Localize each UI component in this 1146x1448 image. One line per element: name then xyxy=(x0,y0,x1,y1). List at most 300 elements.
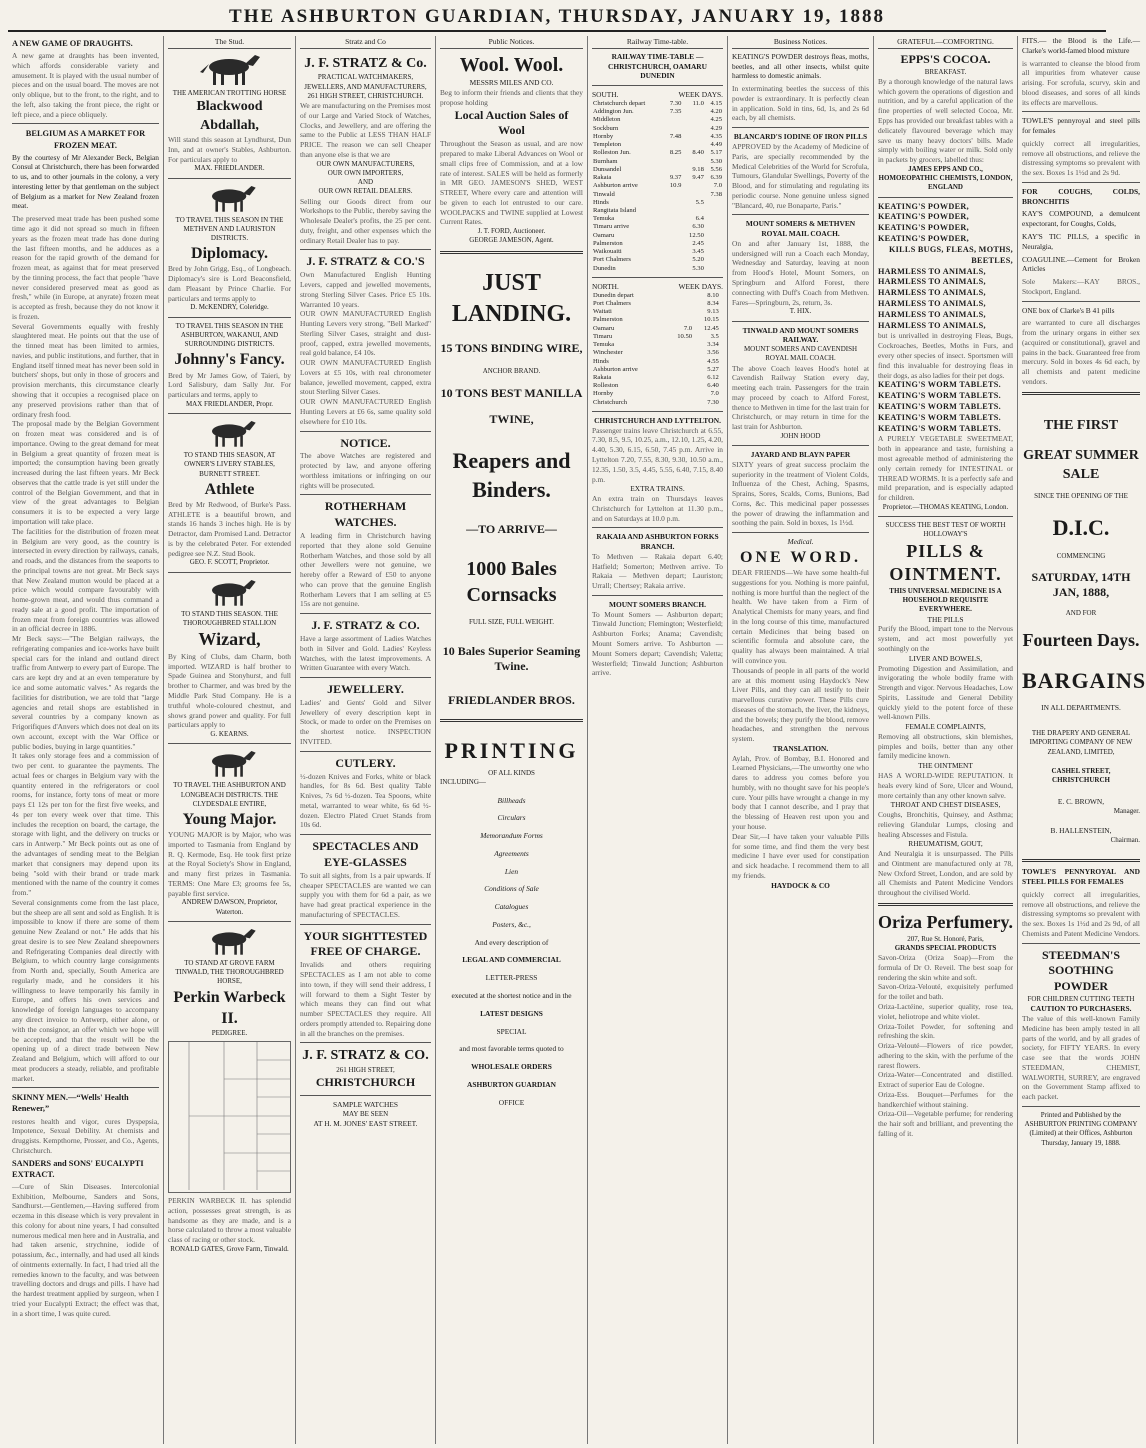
divider xyxy=(440,251,583,254)
timetable-time: 9.37 xyxy=(669,174,682,182)
kills-line: KILLS BUGS, FLEAS, MOTHS, BEETLES, xyxy=(889,244,1013,265)
timetable-station: Christchurch xyxy=(593,398,628,406)
timetable-time xyxy=(682,207,704,215)
timetable-time: 7.0 xyxy=(683,324,693,332)
lyttelton-heading: CHRISTCHURCH AND LYTTELTON. xyxy=(594,415,721,425)
printing-line: OFFICE xyxy=(498,1097,525,1107)
printing-item: Catalogues xyxy=(494,902,529,912)
horse-illustration xyxy=(200,748,260,778)
stud-ad-text: Bred by Mr James Gow, of Taieri, by Lord Salisbury, dam Sally Jnr. For particulars and terms, apply to xyxy=(168,370,291,400)
spectacles-heading: SPECTACLES AND EYE-GLASSES xyxy=(312,839,419,869)
sale-andfor: AND FOR xyxy=(1065,609,1097,618)
harmless-line: HARMLESS TO ANIMALS, xyxy=(878,288,986,298)
timetable-time: 8.10 xyxy=(707,291,719,299)
south-label: SOUTH. xyxy=(592,90,619,100)
oriza-address: 207, Rue St. Honoré, Paris, xyxy=(907,934,984,943)
divider xyxy=(592,277,723,278)
timetable-time xyxy=(720,300,723,308)
timetable-station: Middleton xyxy=(593,116,621,124)
eyesight-heading: YOUR SIGHTTESTED FREE OF CHARGE. xyxy=(303,928,428,959)
blancard-text: APPROVED by the Academy of Medicine of Paris, are specially recommended by the Medical Celebrities of the World for Scrofula, Tumours, Glandular Swellings, Poverty of the Blood, and for stimulating and regulating its periodic course. None genuine unless signed "Blancard, 40, rue Bonaparte, Paris." xyxy=(732,142,869,210)
firm-text: Have a large assortment of Ladies Watches both in Silver and Gold. Ladies' Keyless Watches, with the latest improvements. A Written Guarantee with every Watch. xyxy=(300,634,431,673)
wool-text: Throughout the Season as usual, and are now prepared to make Liberal Advances on Wool or small clips free of Commission, and at a low rate of interest. SALES will be held as formerly in MR GEO. JAMESON'S SHED, WEST STREET, Where every care and attention will be given to each lot entrusted to our care. WOOLPACKS and TWINE supplied at Lowest Current Rates. xyxy=(440,139,583,227)
stud-ad-name: Perkin Warbeck II. xyxy=(173,988,286,1027)
timetable-row xyxy=(592,207,723,215)
ointment-heading: THE OINTMENT xyxy=(918,761,973,771)
timetable-time: 6.40 xyxy=(707,382,719,390)
worm-block xyxy=(878,380,1013,434)
divider xyxy=(300,677,431,678)
pedigree-label: PEDIGREE. xyxy=(211,1028,248,1037)
divider xyxy=(300,613,431,614)
timetable-time xyxy=(720,292,723,300)
timetable-time xyxy=(682,191,704,199)
timetable-time xyxy=(705,232,723,240)
keatings-line: KEATING'S POWDER, xyxy=(878,234,969,244)
timetable-time: 7.35 xyxy=(669,108,682,116)
timetable-time: 4.35 xyxy=(710,132,722,140)
timetable-time: 5.56 xyxy=(710,165,722,173)
caution-heading: CAUTION TO PURCHASERS. xyxy=(1030,1004,1132,1014)
timetable-time xyxy=(720,349,723,357)
column-2 xyxy=(164,36,296,1444)
tinwald-heading: TINWALD AND MOUNT SOMERS RAILWAY. xyxy=(742,325,859,345)
divider xyxy=(592,85,723,86)
sample-line: AT H. M. JONES' EAST STREET. xyxy=(313,1118,418,1128)
landing-line: —TO ARRIVE— xyxy=(466,521,557,536)
one-heading: ONE box of Clarke's B 41 pills xyxy=(1022,305,1115,315)
timetable-row xyxy=(592,333,723,341)
worm-line: KEATING'S WORM TABLETS. xyxy=(878,391,1001,401)
timetable-time xyxy=(666,374,693,382)
sale-since: SINCE THE OPENING OF THE xyxy=(1034,492,1128,501)
timetable-station: Palmerston xyxy=(593,316,623,324)
column-5 xyxy=(588,36,728,1444)
timetable-time: 5.30 xyxy=(692,264,704,272)
tinwald-text: The above Coach leaves Hood's hotel at Cavendish Railway Station every day, meeting each train. Passengers for the train may proceed by coach to Alford Forest, thence to Methven in time for the last train for Christchurch, or may return in time for the last train for Ashburton. xyxy=(732,363,869,432)
timetable-time xyxy=(682,116,704,124)
column-header: Public Notices. xyxy=(440,36,583,49)
column-header: Railway Time-table. xyxy=(592,36,723,49)
divider xyxy=(1022,943,1140,944)
stud-ad-name: Young Major. xyxy=(182,810,277,828)
sanders-text: —Cure of Skin Diseases. Intercolonial Exhibition, Melbourne, Sanders and Sons, Sandhurst.—Gentlemen,—Having suffered from eczema in this disease which is very prevalent in this colony for about nine years, I had consulted numerous medical men here and in Australia, and had taken arsenic, strychnine, iodide of potassium, &c., internally, and had used all kinds of ointments externally. In fact, I had tried all the remedies known to the faculty, and was between travelling doctors and drugs and pills. I have had the hardest treatment applied by surgeon, when I tried your Eucalypti Extract; the effect was that, in a short time, I was quite cured. xyxy=(12,1181,159,1318)
timetable-station: Port Chalmers xyxy=(593,256,631,264)
timetable-time xyxy=(664,166,682,174)
timetable-time xyxy=(664,223,682,231)
firm-address: 261 HIGH STREET, CHRISTCHURCH. xyxy=(307,91,424,100)
stud-ad-name: Diplomacy. xyxy=(191,245,268,263)
timetable-station: Palmerston xyxy=(593,239,623,247)
divider xyxy=(12,1087,159,1088)
towle-text: quickly correct all irregularities, remove all obstructions, and relieve the distressing symptoms so prevalent with the sex. Boxes 1s 1½d and 2s 9d. xyxy=(1022,138,1140,178)
keatings-text: KEATING'S POWDER destroys fleas, moths, beetles, and all other insects, whilst quite harmless to domestic animals. xyxy=(732,51,869,81)
printing-line: and most favorable terms quoted to xyxy=(459,1044,564,1054)
timetable-row xyxy=(592,382,723,390)
timetable-station: Temuka xyxy=(593,341,615,349)
timetable-row xyxy=(592,374,723,382)
timetable-row xyxy=(592,141,723,149)
timetable-time: 7.30 xyxy=(707,398,719,406)
timetable-station: Dunsandel xyxy=(593,165,622,173)
timetable-time xyxy=(664,125,682,133)
timetable-time: 3.5 xyxy=(710,332,719,340)
timetable-time xyxy=(720,366,723,374)
timetable-time xyxy=(666,382,693,390)
timetable-station: Rolleston xyxy=(593,382,619,390)
timetable-row xyxy=(592,292,723,300)
timetable-time: 10.50 xyxy=(677,332,693,340)
timetable-row xyxy=(592,390,723,398)
timetable-time: 7.48 xyxy=(669,132,682,140)
timetable-time: 4.55 xyxy=(707,357,719,365)
masthead xyxy=(8,4,1106,32)
divider xyxy=(1022,1106,1140,1107)
timetable-row xyxy=(592,116,723,124)
timetable-time xyxy=(682,141,704,149)
divider xyxy=(12,123,159,124)
sale-departments: IN ALL DEPARTMENTS. xyxy=(1041,703,1121,713)
wool-signature: GEORGE JAMESON, Agent. xyxy=(469,236,554,245)
landing-line: FULL SIZE, FULL WEIGHT. xyxy=(469,618,554,627)
columns xyxy=(8,36,1146,1444)
timetable-time: 5.20 xyxy=(692,256,704,264)
timetable-station: Winchester xyxy=(593,349,623,357)
sale-duration: Fourteen Days. xyxy=(1022,629,1140,650)
divider xyxy=(878,903,1013,906)
firm-name: J. F. STRATZ & Co. xyxy=(304,55,427,71)
ointment-text: HAS A WORLD-WIDE REPUTATION. It heals every kind of Sore, Ulcer and Wound, more certainly than any other known salve. xyxy=(878,770,1013,800)
timetable-station: Temuka xyxy=(593,215,615,223)
timetable-time xyxy=(682,182,704,190)
timetable-row xyxy=(592,232,723,240)
timetable-row xyxy=(592,240,723,248)
timetable-station: Hornby xyxy=(593,390,614,398)
printing-items xyxy=(440,796,583,930)
translation-heading: TRANSLATION. xyxy=(772,743,829,753)
sale-manager: E. C. BROWN, xyxy=(1057,797,1105,807)
timetable-row xyxy=(592,308,723,316)
worm-line: KEATING'S WORM TABLETS. xyxy=(878,401,1001,411)
steedman-heading: STEEDMAN'S SOOTHING POWDER xyxy=(1041,947,1121,994)
timetable-time xyxy=(705,215,723,223)
oriza-subheading: GRANDS SPECIAL PRODUCTS xyxy=(894,943,997,952)
timetable-time xyxy=(720,390,723,398)
divider xyxy=(168,921,291,922)
timetable-time xyxy=(705,256,723,264)
timetable-time xyxy=(705,240,723,248)
column-header: Business Notices. xyxy=(732,36,869,49)
divider xyxy=(732,127,869,128)
jayard-text: SIXTY years of great success proclaim the superiority in the treatment of Violent Colds, Influenza of the Chest, Aching, Spasms, Sprains, Sores, Scalds, Corns, Bunions, Bad Corns, &c. This medicinal paper possesses the power of drawing the inflammation and soothing the pain. Sold in boxes, 1s 1½d. xyxy=(732,459,869,528)
divider xyxy=(1022,859,1140,862)
divider xyxy=(300,1042,431,1043)
word-text: DEAR FRIENDS—We have some health-ful suggestions for you. Nothing is more painful, nothing is more hurtful than the neglect of the health. We have taken from a Firm of Analytical Chemists for many years, and find in the long course of this time, manufactured certain Medicines that being based on scientific formula and absolute care, the quality has always been maintained. A trial will convince you. Thousands of people in all parts of the world are at this moment using Haydock's New Liver Pills, and they can all testify to their marvellous curative power. These Pills cure diseases of the stomach, the liver, the kidneys, and the bowels; they purify the blood, remove headaches, and strengthen the nervous system. xyxy=(732,568,869,744)
stud-ad-signature: ANDREW DAWSON, Proprietor, Waterton. xyxy=(181,898,278,916)
timetable-time xyxy=(664,232,682,240)
firm-line: OUR OWN IMPORTERS, xyxy=(327,168,404,177)
timetable-station: Oamaru xyxy=(593,231,615,239)
printing-line: executed at the shortest notice and in the xyxy=(451,990,572,1000)
divider xyxy=(168,743,291,744)
divider xyxy=(732,445,869,446)
timetable-row xyxy=(592,349,723,357)
timetable-time xyxy=(720,325,723,333)
stud-ad-title: TO STAND THIS SEASON, AT OWNER'S LIVERY STABLES, BURNETT STREET. xyxy=(183,451,276,478)
rotherham-heading: ROTHERHAM WATCHES. xyxy=(324,499,407,530)
firm-text: Own Manufactured English Hunting Levers, capped and jewelled movements, strong Sterling Silver Cases. Price £5 10s. Warranted 10 years. OUR OWN MANUFACTURED English Hunting Levers very strong, "Bell Marked" Sterling Silver Cases, straight and dust-proof, capped, extra jewelled movements, real gold balance, £4 10s. OUR OWN MANUFACTURED English Lovers at £5 10s, with real chronometer balance, jewelled movement, capped, extra stout Sterling Silver Cases. OUR OWN MANUFACTURED English Hunting Levers at £6 6s, same quality sold elsewhere for £10 10s. xyxy=(300,270,431,426)
south-timetable xyxy=(592,100,723,273)
landing-line: FRIEDLANDER BROS. xyxy=(448,693,575,708)
stud-ad-title: TO TRAVEL THE ASHBURTON AND LONGBEACH DISTRICTS. THE CLYDESDALE ENTIRE, xyxy=(173,781,286,808)
timetable-station: Dunedin xyxy=(593,264,616,272)
timetable-station: Burnham xyxy=(593,157,618,165)
landing-line: TWINE, xyxy=(489,411,534,426)
timetable-time: 6.12 xyxy=(707,373,719,381)
timetable-station: Port Chalmers xyxy=(593,299,631,307)
pedigree-lines xyxy=(169,1042,291,1190)
firm-name: J. F. STRATZ & CO.'S xyxy=(306,254,425,269)
timetable-row xyxy=(592,125,723,133)
liver-text: Promoting Digestion and Assimilation, and invigorating the whole bodily frame with Strength and vigor. Nervous Headaches, Low Spirits, Lassitude and General Debility quickly yield to the potent force of these well-known Pills. xyxy=(878,663,1013,722)
horse-illustration xyxy=(200,577,260,607)
timetable-time: 3.45 xyxy=(692,248,704,256)
timetable-station: Addington Jun. xyxy=(593,108,634,116)
timetable-time xyxy=(682,133,704,141)
firm-text: We are manufacturing on the Premises most of our Large and Varied Stock of Watches, Clocks, and Jewellery, and are offering the same to the Public at LESS THAN HALF PRICE. The reason we can sell Cheaper than anyone else is that we are xyxy=(300,101,431,159)
firm-line: OUR OWN RETAIL DEALERS. xyxy=(318,187,413,196)
horse-illustration xyxy=(200,418,260,448)
timetable-time xyxy=(666,358,693,366)
worm-line: KEATING'S WORM TABLETS. xyxy=(878,412,1001,422)
column-header: GRATEFUL—COMFORTING. xyxy=(878,36,1013,49)
timetable-time xyxy=(664,199,682,207)
timetable-time xyxy=(720,399,723,407)
timetable-time xyxy=(664,248,682,256)
printing-item: Conditions of Sale xyxy=(484,884,539,894)
sale-first: THE FIRST xyxy=(1043,417,1119,433)
divider xyxy=(300,494,431,495)
stud-ad-title: TO STAND AT GROVE FARM TINWALD, THE THOROUGHBRED HORSE, xyxy=(175,958,284,986)
timetable-row xyxy=(592,166,723,174)
belgium-lead: By the courtesy of Mr Alexander Beck, Belgian Consul at Christchurch, there has been forwarded to us, and to other journals in the colony, a very interesting letter by that gentleman on the subject of Belgium as a market for New Zealand frozen meat. xyxy=(12,152,159,211)
timetable-time: 7.0 xyxy=(710,390,719,398)
timetable-row xyxy=(592,158,723,166)
keatings-line: KEATING'S POWDER, xyxy=(878,201,969,211)
divider xyxy=(592,595,723,596)
epps-text: By a thorough knowledge of the natural laws which govern the operations of digestion and nutrition, and by a careful application of the fine properties of well selected Cocoa, Mr. Epps has provided our breakfast tables with a delicately flavoured beverage which may save us many heavy doctors' bills. Made simply with boiling water or milk. Sold only in packets by grocers, labelled thus: xyxy=(878,76,1013,165)
firm-subtitle: PRACTICAL WATCHMAKERS, JEWELLERS, AND MANUFACTURERS, xyxy=(304,73,427,91)
stud-ad-signature: D. McKENDRY, Coleridge. xyxy=(190,303,269,312)
timetable-row xyxy=(592,325,723,333)
timetable-time xyxy=(705,223,723,231)
imprint: Printed and Published by the ASHBURTON PRINTING COMPANY (Limited) at their Offices, Ashburton xyxy=(1024,1110,1138,1138)
timetable-row xyxy=(592,215,723,223)
stud-ad-name: Johnny's Fancy. xyxy=(174,351,285,369)
printing-item: Memorandum Forms xyxy=(480,831,543,841)
timetable-time: 6.39 xyxy=(710,174,722,182)
timetable-row xyxy=(592,100,723,108)
column-3 xyxy=(296,36,436,1444)
eyesight-text: Invalids and others requiring SPECTACLES as I am not able to come into town, if they will send their address, I will forward to them a Sight Tester by which means they can find out what number SPECTACLES they require. All orders promptly attended to. Repairing done in all the branches on the premises. xyxy=(300,960,431,1038)
oriza-heading: Oriza Perfumery. xyxy=(878,911,1013,932)
thepills-heading: THE PILLS xyxy=(927,614,964,624)
worm-text: A PURELY VEGETABLE SWEETMEAT, both in appearance and taste, furnishing a most agreeable method of administering the only certain remedy for INTESTINAL or THREAD WORMS. It is a perfectly safe and mild preparation, and is especially adapted for children. xyxy=(878,434,1013,503)
mount-text: To Mount Somers — Ashburton depart; Tinwald Junction; Flemington; Westerfield; Ashburton Forks; Anama; Cavendish; Mount Somers arrive. To Ashburton — Mount Somers depart; Cavendish; Valetta; Westerfield; Tinwald Junction; Ashburton arrive. xyxy=(592,609,723,678)
stud-ad-title: THE AMERICAN TROTTING HORSE xyxy=(172,88,287,97)
timetable-time xyxy=(664,265,682,273)
stud-ad-name: Wizard, xyxy=(198,629,261,650)
timetable-time xyxy=(720,374,723,382)
timetable-row xyxy=(592,265,723,273)
timetable-time: 8.25 xyxy=(669,149,682,157)
timetable-time xyxy=(720,308,723,316)
north-label: NORTH. xyxy=(592,281,619,291)
timetable-row xyxy=(592,248,723,256)
pills-text: Purify the Blood, impart tone to the Nervous system, and act most powerfully yet soothingly on the xyxy=(878,624,1013,654)
timetable-row xyxy=(592,316,723,324)
printing-line: ASHBURTON GUARDIAN xyxy=(467,1079,556,1089)
timetable-time: 6.4 xyxy=(695,215,704,223)
printing-line: OF ALL KINDS xyxy=(488,769,535,778)
kays-tic-heading: KAY'S TIC PILLS, a specific in Neuralgia, xyxy=(1022,232,1140,251)
firm-name: J. F. STRATZ & CO. xyxy=(311,618,420,633)
printing-line: WHOLESALE ORDERS xyxy=(471,1062,552,1072)
timetable-time: 6.30 xyxy=(692,223,704,231)
somers-signature: T. HIX. xyxy=(789,307,812,316)
timetable-time xyxy=(682,158,704,166)
printing-heading: PRINTING xyxy=(444,738,579,764)
timetable-time xyxy=(664,207,682,215)
somers-text: On and after January 1st, 1888, the undersigned will run a Coach each Monday, Wednesday and Saturday, leaving at noon from Hood's Hotel, Mount Somers, on Springburn and Alford Forest, there connecting with Duff's Coach from Methven. Fares—Springburn, 2s, return, 3s. xyxy=(732,238,869,307)
printing-item: Posters, &c., xyxy=(492,919,531,929)
stud-ad-name: Blackwood Abdallah, xyxy=(196,99,263,133)
horse-illustration xyxy=(200,926,260,956)
timetable-time xyxy=(720,341,723,349)
timetable-time: 8.34 xyxy=(707,299,719,307)
divider xyxy=(300,751,431,752)
timetable-row xyxy=(592,399,723,407)
timetable-time xyxy=(705,207,723,215)
divider xyxy=(1022,301,1140,302)
landing-line: Reapers and Binders. xyxy=(452,447,571,502)
timetable-station: Ashburton arrive xyxy=(593,182,638,190)
timetable-time xyxy=(705,248,723,256)
timetable-time xyxy=(720,316,723,324)
stud-ad-title: TO TRAVEL THIS SEASON IN THE ASHBURTON, WAKANUI, AND SURROUNDING DISTRICTS. xyxy=(175,321,284,349)
timetable-station: Ashburton arrive xyxy=(593,365,638,373)
landing-line: 10 Bales Superior Seaming Twine. xyxy=(442,643,581,674)
skinny-heading: SKINNY MEN.—“Wells' Health Renewer,” xyxy=(12,1093,129,1114)
timetable-time: 5.17 xyxy=(710,149,722,157)
sale-bargains: BARGAINS xyxy=(1022,668,1146,694)
printing-line: LEGAL AND COMMERCIAL xyxy=(462,955,561,965)
wool-text: Beg to inform their friends and clients that they propose holding xyxy=(440,88,583,107)
column-header: The Stud. xyxy=(168,36,291,49)
tinwald-signature: JOHN HOOD xyxy=(780,431,821,440)
divider xyxy=(878,197,1013,198)
rakaia-heading: RAKAIA AND ASHBURTON FORKS BRANCH. xyxy=(596,532,719,552)
divider xyxy=(300,249,431,250)
column-8 xyxy=(1018,36,1144,1444)
one-text: are warranted to cure all discharges from the urinary organs in either sex (acquired or constitutional), gravel and pains in the back. Guaranteed free from mercury. Sold in boxes 4s 6d each, by all chemists and patent medicine vendors. xyxy=(1022,318,1140,386)
divider xyxy=(592,411,723,412)
divider xyxy=(168,317,291,318)
female-heading: FEMALE COMPLAINTS, xyxy=(905,722,986,732)
mount-heading: MOUNT SOMERS BRANCH. xyxy=(609,599,706,609)
somers-heading: MOUNT SOMERS & METHVEN ROYAL MAIL COACH. xyxy=(745,219,856,239)
universal-line: THIS UNIVERSAL MEDICINE IS A HOUSEHOLD REQUISITE EVERYWHERE. xyxy=(889,587,1002,614)
timetable-row xyxy=(592,256,723,264)
timetable-station: Timaru xyxy=(593,332,613,340)
haydock-name: HAYDOCK & CO xyxy=(771,880,830,890)
steedman-subheading: FOR CHILDREN CUTTING TEETH xyxy=(1027,995,1135,1004)
column-7 xyxy=(874,36,1018,1444)
landing-line: ANCHOR BRAND. xyxy=(482,366,541,375)
stud-ad-signature: GEO. F. SCOTT, Proprietor. xyxy=(189,558,270,567)
timetable-time: 11.0 xyxy=(692,99,704,107)
timetable-time: 5.5 xyxy=(695,198,704,206)
stud-ad-text: YOUNG MAJOR is by Major, who was imported to Tasmania from England by R. Q. Kermode, Esq. He took first prize at the Royal Society's Show in England, and many first prizes in Tasmania. TERMS: One Mare £3; grooms fee 5s, payable first service. xyxy=(168,830,291,898)
divider xyxy=(168,572,291,573)
divider xyxy=(168,178,291,179)
timetable-time: 2.45 xyxy=(692,239,704,247)
keatings-line: KEATING'S POWDER, xyxy=(878,212,969,222)
timetable-time: 4.20 xyxy=(710,108,722,116)
towle2-text: quickly correct all irregularities, remove all obstructions, and relieve the distressing symptoms so prevalent with the sex. Boxes 1s 1½d and 2s 9d, of all Chemists and Patent Medicine Vendors. xyxy=(1022,889,1140,938)
timetable-time: 3.56 xyxy=(707,349,719,357)
belgium-text: The preserved meat trade has been pushed some time ago it did not spread so much in fifteen years as the frozen meat trade has done during the last fifteen months, and he adduces as a reason for the rapid growth of the demand for frozen meat, as against that for meat preserved by the tinning process, the fact that people "have never considered preserved meat as good as fresh," while (in Europe, at anyrate) frozen meat is accepted as fresh, because they do not know it is frozen. Several Governments equally with freshly slaughtered meat. He points out that the use of the tinned meat has been limited to armies, navies, and public institutions, and further, that in England itself tinned meat has never been sold in butchers' shops, but only in those of grocers and provision merchants, this circumstance clearly showing that it occupies a recognised place on any preserved provisions rather than that of ordinary fresh food. The proposal made by the Belgian Government on frozen meat was considered and is of importance. Owing to the great demand for meat in Belgium a great quantity of frozen meat is imported; the consumption having been greatly increased during the last fifteen years. Mr Beck observes that the cattle trade is yet still under the control of the Belgian Government, and that in view of the great advantages to Belgian consumers it is to be expected a very large importation will take place. The facilities for the distribution of frozen meat in Belgium are very good, as the country is intersected in every direction by railways, canals, and roads, and the distances from the seaports to the principal towns are not great. Mr Beck says that New Zealand mutton would be placed at a price which would compare favourably with home-grown meat, and would thus command a ready sale at a good profit. The importation of frozen meat from foreign countries was allowed in an official decree in 1886. Mr Beck says:—"The Belgian railways, the refrigerating companies and ice-works have built special cars for the inland and outland direct traffic from Antwerp to every part of Europe. The cars are kept dry and at an even temperature by ice and some automatic valves." As regards the facilities for distribution, we are told that "large agencies and retail shops are established in several countries by a company known as Frigorifiques d'Anvers which does not deal on its own account, except with the War Office or public bodies, buying in large quantities." It takes only storage fees and a commission of two per cent. to guarantee the payments. The actual fees or charges in Belgium vary with the quantity entered in the refrigerators or cool rooms, for instance, forty tons of meat or more pays £1 12s per ton for the first five weeks, and 4s per ton every week over that time. This includes the reception on board, the cartage, the storage with light, and the delivery on trucks or cars in Antwerp." Mr Beck points out as one of the advantages of sending meat to the Belgian market that consigners may depend upon its being "sold with their brand or trade mark mentioned with the name of the country it comes from." Several consignments come from the last place, but the sheep are all sent and sold as English. It is impossible to know if there are some of them genuine New Zealand or not." He adds that his great desire is to see New Zealand sheepowners and Refrigerating Companies deal directly with Belgium, to which country large consignments from North and, specially, South America are regularly made, and he considers it his willingness to leave temporarily his family in Europe, and offers his own services and knowledge of foreign languages to accompany any direct invoice to Antwerp, either alone, or with the consignor, an offer which we hope will be accepted, and that the result will be the opening up of a direct trade between New Zealand and Belgium, which will afford to our meat producers a steady, reliable, and profitable market. xyxy=(12,214,159,1083)
stud-ad-agent: MAX. FRIEDLANDER. xyxy=(194,164,265,173)
timetable-time xyxy=(720,358,723,366)
timetable-time: 10.15 xyxy=(703,316,719,324)
landing-line: 15 TONS BINDING WIRE, xyxy=(440,340,583,355)
timetable-station: Rangitata Island xyxy=(593,207,637,214)
firm-address: 261 HIGH STREET, xyxy=(336,1065,395,1074)
extra-text: An extra train on Thursdays leaves Christchurch for Lyttelton at 11.30 p.m., and on Saturdays at 10.0 p.m. xyxy=(592,494,723,523)
tinwald-subheading: MOUNT SOMERS AND CAVENDISH ROYAL MAIL COACH. xyxy=(743,345,858,363)
stud-ad-text: Will stand this season at Lyndhurst, Dun Inn, and at owner's Stables, Ashburton. For particulars apply to xyxy=(168,135,291,164)
jewellery-heading: JEWELLERY. xyxy=(327,682,404,697)
blancard-heading: BLANCARD'S IODINE OF IRON PILLS xyxy=(733,132,868,142)
draughts-heading: A NEW GAME OF DRAUGHTS. xyxy=(12,39,133,48)
timetable-heading xyxy=(592,90,723,100)
horse-illustration xyxy=(195,52,265,86)
keatings-block xyxy=(878,202,1013,332)
medical-heading: Medical. xyxy=(787,537,814,547)
wool-signature: J. T. FORD, Auctioneer. xyxy=(477,227,546,236)
jewellery-text: Ladies' and Gents' Gold and Silver Jewellery of every description kept in Stock, or made to order on the Premises on the shortest notice. INSPECTION INVITED. xyxy=(300,697,431,746)
column-4 xyxy=(436,36,588,1444)
spectacles-text: To suit all sights, from 1s a pair upwards. If cheaper SPECTACLES are wanted we can supply you with them for 6d a pair, as we have had great practical experience in the manufacturing of SPECTACLES. xyxy=(300,870,431,919)
divider xyxy=(732,321,869,322)
sale-company: THE DRAPERY AND GENERAL IMPORTING COMPANY OF NEW ZEALAND, LIMITED, xyxy=(1029,729,1133,756)
timetable-station: Christchurch depart xyxy=(593,99,646,107)
divider xyxy=(168,413,291,414)
divider xyxy=(300,924,431,925)
rotherham-text: A leading firm in Christchurch having reported that they alone sold Genuine Rotherham Watches, and those sold by all other Jewellers were not genuine, we hereby offer a Reward of £50 to anyone who can prove that the genuine English Rotherham Levers that I am selling at £5 15s are not genuine. xyxy=(300,531,431,609)
imprint-date: Thursday, January 19, 1888. xyxy=(1041,1138,1121,1147)
divider xyxy=(732,214,869,215)
timetable-time xyxy=(666,300,693,308)
column-header: Stratz and Co xyxy=(300,36,431,49)
epps-heading: EPPS'S COCOA. xyxy=(900,51,991,66)
coaguline-heading: COAGULINE.—Cement for Broken Articles xyxy=(1022,254,1140,274)
firm-line: AND xyxy=(357,178,374,187)
stud-ad-text: Bred by John Grigg, Esq., of Longbeach. Diplomacy's sire is Lord Beaconsfield, dam Pleasant by Prince Charlie. For particulars and terms apply to xyxy=(168,264,291,303)
belgium-heading: BELGIUM AS A MARKET FOR FROZEN MEAT. xyxy=(25,129,146,150)
divider xyxy=(732,532,869,533)
